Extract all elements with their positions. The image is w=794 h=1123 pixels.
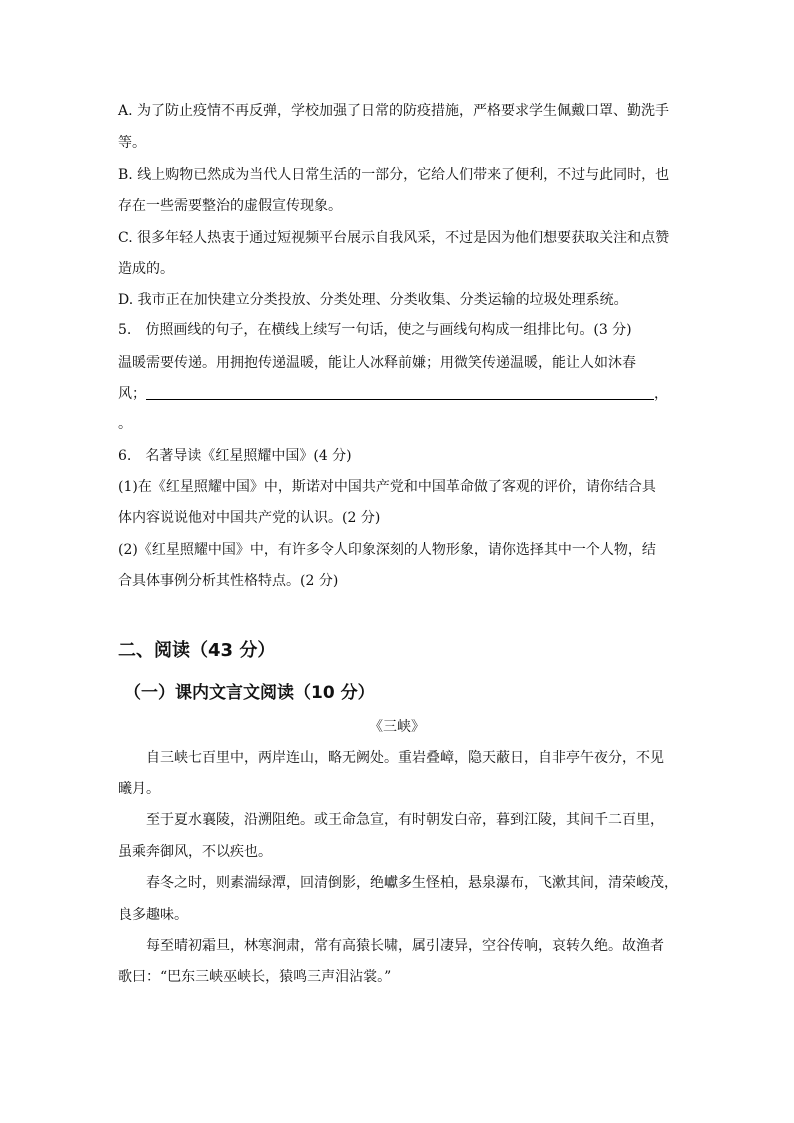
passage-para1-line2: 曦月。 <box>118 781 160 797</box>
question-6-part1-line1: (1)在《红星照耀中国》中，斯诺对中国共产党和中国革命做了客观的评价，请你结合具 <box>118 479 656 495</box>
passage-para1-line1: 自三峡七百里中，两岸连山，略无阙处。重岩叠嶂，隐天蔽日，自非亭午夜分，不见 <box>146 750 664 766</box>
option-c-line1: C. 很多年轻人热衷于通过短视频平台展示自我风采，不过是因为他们想要获取关注和点赞 <box>118 230 670 246</box>
passage-para2-line2: 虽乘奔御风，不以疾也。 <box>118 844 272 860</box>
answer-blank[interactable] <box>146 385 654 400</box>
option-a-line1: A. 为了防止疫情不再反弹，学校加强了日常的防疫措施，严格要求学生佩戴口罩、勤洗手 <box>118 103 670 119</box>
question-5-comma: ， <box>654 386 668 402</box>
question-6-part1-line2: 体内容说说他对中国共产党的认识。(2 分) <box>118 510 381 526</box>
option-b-line1: B. 线上购物已然成为当代人日常生活的一部分，它给人们带来了便利，不过与此同时，也 <box>118 167 670 183</box>
question-6-title: 6. 名著导读《红星照耀中国》(4 分) <box>118 448 352 464</box>
question-5-prompt-line1: 温暖需要传递。用拥抱传递温暖，能让人冰释前嫌；用微笑传递温暖，能让人如沐春 <box>118 355 636 371</box>
passage-para2-line1: 至于夏水襄陵，沿溯阻绝。或王命急宣，有时朝发白帝，暮到江陵，其间千二百里， <box>146 812 664 828</box>
passage-title: 《三峡》 <box>369 719 425 735</box>
passage-para3-line1: 春冬之时，则素湍绿潭，回清倒影，绝巘多生怪柏，悬泉瀑布，飞漱其间，清荣峻茂， <box>146 875 678 891</box>
option-b-line2: 存在一些需要整治的虚假宣传现象。 <box>118 198 342 214</box>
question-5-answer-line <box>118 384 668 404</box>
question-6-part2-line1: (2)《红星照耀中国》中，有许多令人印象深刻的人物形象，请你选择其中一个人物，结 <box>118 542 656 558</box>
question-6-part2-line2: 合具体事例分析其性格特点。(2 分) <box>118 573 339 589</box>
passage-para3-line2: 良多趣味。 <box>118 907 188 923</box>
question-5-title: 5. 仿照画线的句子，在横线上续写一句话，使之与画线句构成一组排比句。(3 分) <box>118 322 632 338</box>
section-heading-reading: 二、阅读（43 分） <box>118 640 276 661</box>
option-a-line2: 等。 <box>118 135 146 151</box>
option-c-line2: 造成的。 <box>118 261 174 277</box>
passage-para4-line2: 歌曰：“巴东三峡巫峡长，猿鸣三声泪沾裳。” <box>118 969 392 985</box>
question-5-period: 。 <box>118 416 132 432</box>
option-d-line1: D. 我市正在加快建立分类投放、分类处理、分类收集、分类运输的垃圾处理系统。 <box>118 292 628 308</box>
subsection-heading-classical: （一）课内文言文阅读（10 分） <box>124 683 375 703</box>
question-5-prompt-line2: 风； <box>118 386 146 402</box>
passage-para4-line1: 每至晴初霜旦，林寒涧肃，常有高猿长啸，属引凄异，空谷传响，哀转久绝。故渔者 <box>146 938 664 954</box>
